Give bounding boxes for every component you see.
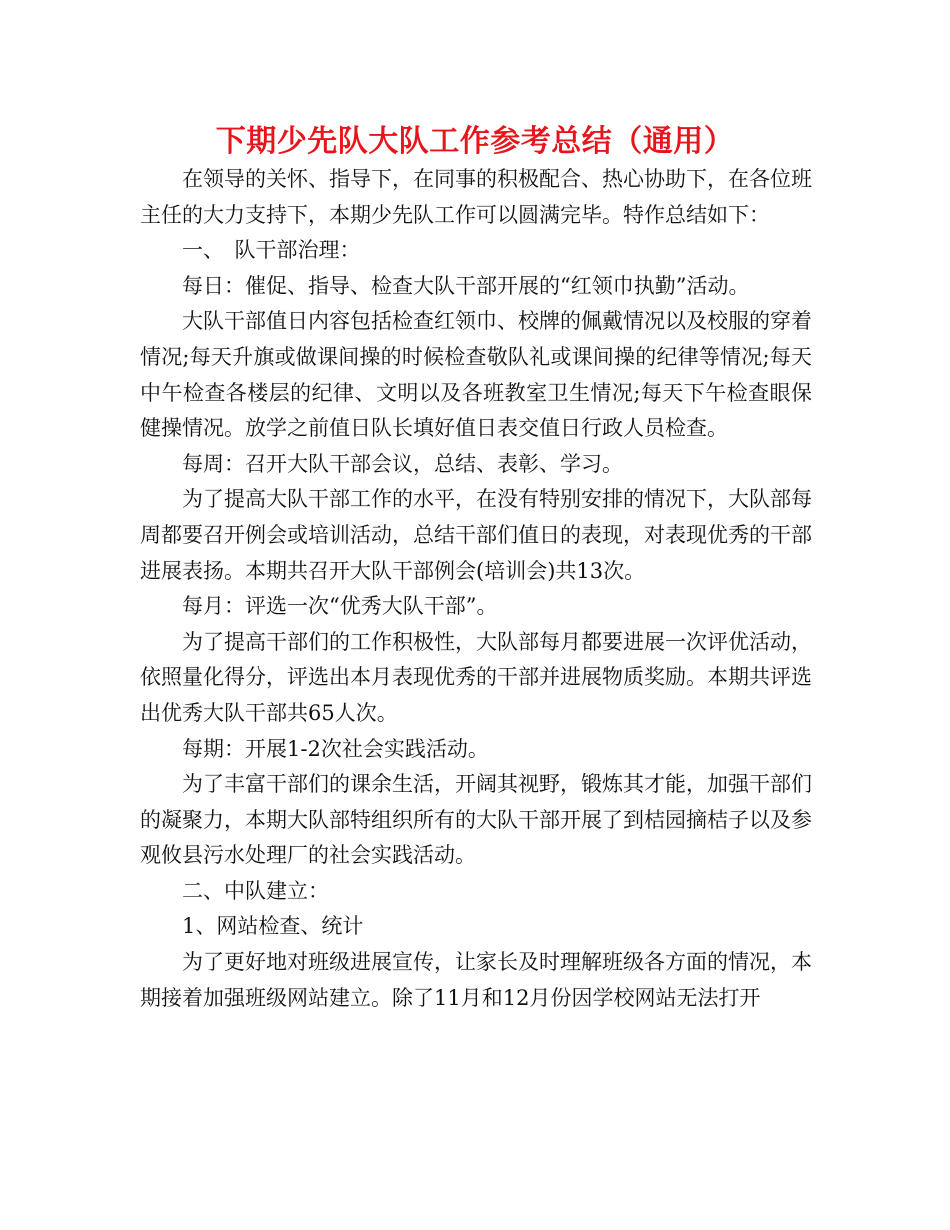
section-heading: 二、中队建立：	[182, 878, 329, 903]
document-title: 下期少先队大队工作参考总结（通用）	[215, 124, 735, 159]
paragraph: 大队干部值日内容包括检查红领巾、校牌的佩戴情况以及校服的穿着情况;每天升旗或做课间操的时候检查敬队礼或课间操的纪律等情况;每天中午检查各楼层的纪律、文明以及各班教室卫生情况;每天下午检查眼保健操情况。放学之前值日队长填好值日表交值日行政人员检查。	[140, 309, 812, 441]
paragraph: 每月：评选一次“优秀大队干部”。	[182, 594, 498, 619]
paragraph: 为了提高干部们的工作积极性，大队部每月都要进展一次评优活动，依照量化得分，评选出本月表现优秀的干部并进展物质奖励。本期共评选出优秀大队干部共65人次。	[140, 629, 812, 725]
subsection-heading: 1、网站检查、统计	[182, 914, 364, 939]
paragraph: 每周：召开大队干部会议，总结、表彰、学习。	[182, 451, 623, 476]
paragraph: 为了丰富干部们的课余生活，开阔其视野，锻炼其才能，加强干部们的凝聚力，本期大队部特组织所有的大队干部开展了到桔园摘桔子以及参观攸县污水处理厂的社会实践活动。	[140, 772, 812, 868]
paragraph: 每日：催促、指导、检查大队干部开展的“红领巾执勤”活动。	[182, 273, 750, 298]
paragraph: 为了更好地对班级进展宣传，让家长及时理解班级各方面的情况，本期接着加强班级网站建立。除了11月和12月份因学校网站无法打开	[140, 950, 812, 1010]
paragraph: 每期：开展1-2次社会实践活动。	[182, 736, 489, 761]
section-heading: 一、 队干部治理：	[182, 238, 361, 263]
paragraph: 在领导的关怀、指导下，在同事的积极配合、热心协助下，在各位班主任的大力支持下，本期少先队工作可以圆满完毕。特作总结如下：	[140, 167, 812, 227]
paragraph: 为了提高大队干部工作的水平，在没有特别安排的情况下，大队部每周都要召开例会或培训活动，总结干部们值日的表现，对表现优秀的干部进展表扬。本期共召开大队干部例会(培训会)共13次。	[140, 487, 812, 583]
document-body	[140, 162, 812, 1016]
